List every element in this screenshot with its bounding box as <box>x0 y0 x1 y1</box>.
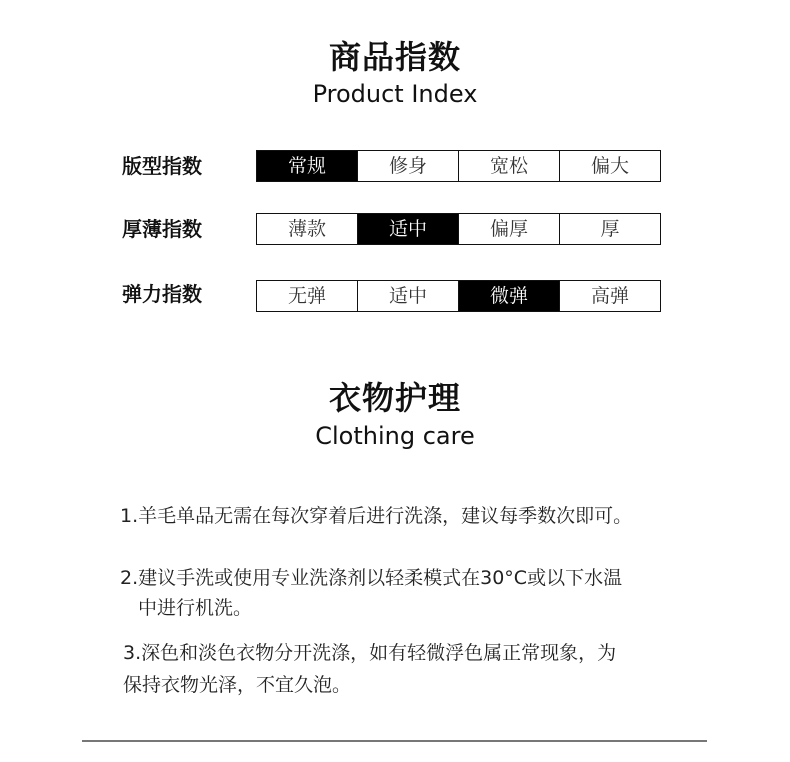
product-index-subtitle: Product Index <box>312 80 478 108</box>
elasticity-index-label: 弹力指数 <box>122 282 202 306</box>
fit-option-oversize[interactable]: 偏大 <box>559 151 660 181</box>
elasticity-option-high[interactable]: 高弹 <box>559 281 660 311</box>
thickness-index-selector <box>256 213 661 245</box>
thickness-option-medium[interactable]: 适中 <box>357 214 458 244</box>
thickness-option-slightly-thick[interactable]: 偏厚 <box>458 214 559 244</box>
fit-option-slim[interactable]: 修身 <box>357 151 458 181</box>
thickness-index-label: 厚薄指数 <box>122 217 202 241</box>
elasticity-option-none[interactable]: 无弹 <box>257 281 357 311</box>
care-item-2-line1: 2.建议手洗或使用专业洗涤剂以轻柔模式在30°C或以下水温 <box>120 567 623 589</box>
bottom-divider <box>82 740 707 742</box>
elasticity-index-selector <box>256 280 661 312</box>
fit-index-label: 版型指数 <box>122 154 202 178</box>
care-item-3-line1: 3.深色和淡色衣物分开洗涤，如有轻微浮色属正常现象，为 <box>123 642 617 664</box>
clothing-care-title: 衣物护理 <box>328 379 461 417</box>
fit-option-loose[interactable]: 宽松 <box>458 151 559 181</box>
elasticity-option-medium[interactable]: 适中 <box>357 281 458 311</box>
product-index-title: 商品指数 <box>328 38 461 76</box>
care-item-2-line2: 中进行机洗。 <box>138 597 253 619</box>
thickness-option-thin[interactable]: 薄款 <box>257 214 357 244</box>
elasticity-option-slight[interactable]: 微弹 <box>458 281 559 311</box>
fit-option-regular[interactable]: 常规 <box>257 151 357 181</box>
thickness-option-thick[interactable]: 厚 <box>559 214 660 244</box>
fit-index-selector <box>256 150 661 182</box>
care-item-1: 1.羊毛单品无需在每次穿着后进行洗涤，建议每季数次即可。 <box>120 505 633 527</box>
clothing-care-subtitle: Clothing care <box>315 422 475 450</box>
care-item-3-line2: 保持衣物光泽，不宜久泡。 <box>123 674 352 696</box>
